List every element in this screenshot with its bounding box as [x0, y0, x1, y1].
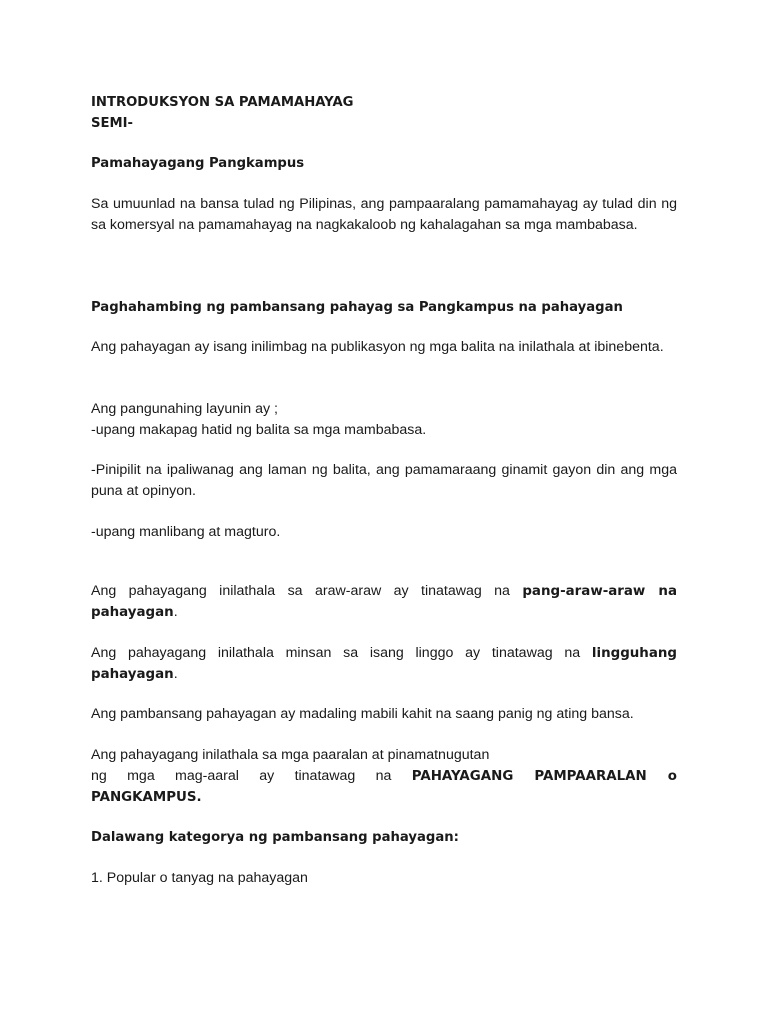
- paragraph-9-line-3-bold: PANGKAMPUS.: [91, 790, 202, 805]
- paragraph-7-end: .: [173, 666, 178, 682]
- paragraph-9-line-2-text: ng mga mag-aaral ay tinatawag na: [91, 768, 412, 784]
- paragraph-8: Ang pambansang pahayagan ay madaling mabili kahit na saang panig ng ating bansa.: [91, 706, 634, 722]
- paragraph-7-bold: lingguhang pahayagan: [91, 646, 677, 682]
- paragraph-6-bold: pang-araw-araw na pahayagan: [91, 584, 677, 620]
- paragraph-9-line-3: [91, 787, 677, 808]
- paragraph-3-line-2: -upang makapag hatid ng balita sa mga mambabasa.: [91, 422, 427, 438]
- paragraph-6-text: Ang pahayagang inilathala sa araw-araw ay tinatawag na: [91, 583, 523, 599]
- paragraph-3-line-1: Ang pangunahing layunin ay ;: [91, 401, 278, 417]
- paragraph-9: [91, 745, 677, 808]
- paragraph-5: -upang manlibang at magturo.: [91, 524, 281, 540]
- title-line-2: SEMI-: [91, 116, 134, 131]
- paragraph-9-line-1: Ang pahayagang inilathala sa mga paaralan at pinamatnugutan: [91, 747, 490, 763]
- paragraph-2: Ang pahayagan ay isang inilimbag na publikasyon ng mga balita na inilathala at ibinebenta.: [91, 339, 664, 355]
- paragraph-1: Sa umuunlad na bansa tulad ng Pilipinas, ang pampaaralang pamamahayag ay tulad din ng sa komersyal na pamamahayag na nagkakaloob ng kahalagahan sa mga mambabasa.: [91, 196, 677, 233]
- paragraph-9-line-2-bold: PAHAYAGANG PAMPAARALAN o: [411, 769, 677, 784]
- heading-paghahambing: Paghahambing ng pambansang pahayag sa Pangkampus na pahayagan: [91, 300, 623, 315]
- paragraph-6-end: .: [173, 604, 178, 620]
- heading-pamahayagang-pangkampus: Pamahayagang Pangkampus: [91, 156, 305, 171]
- paragraph-6: [91, 581, 677, 623]
- heading-dalawang-kategorya: Dalawang kategorya ng pambansang pahayagan:: [91, 830, 459, 845]
- paragraph-7: [91, 643, 677, 685]
- paragraph-4: -Pinipilit na ipaliwanag ang laman ng balita, ang pamamaraang ginamit gayon din ang mga puna at opinyon.: [91, 462, 677, 499]
- paragraph-9-line-2: [91, 766, 677, 787]
- paragraph-3: [91, 399, 677, 441]
- title-line-1: INTRODUKSYON SA PAMAMAHAYAG: [91, 95, 354, 110]
- list-item-1: 1. Popular o tanyag na pahayagan: [91, 870, 308, 886]
- paragraph-7-text: Ang pahayagang inilathala minsan sa isang linggo ay tinatawag na: [91, 645, 592, 661]
- document-title: [91, 92, 677, 134]
